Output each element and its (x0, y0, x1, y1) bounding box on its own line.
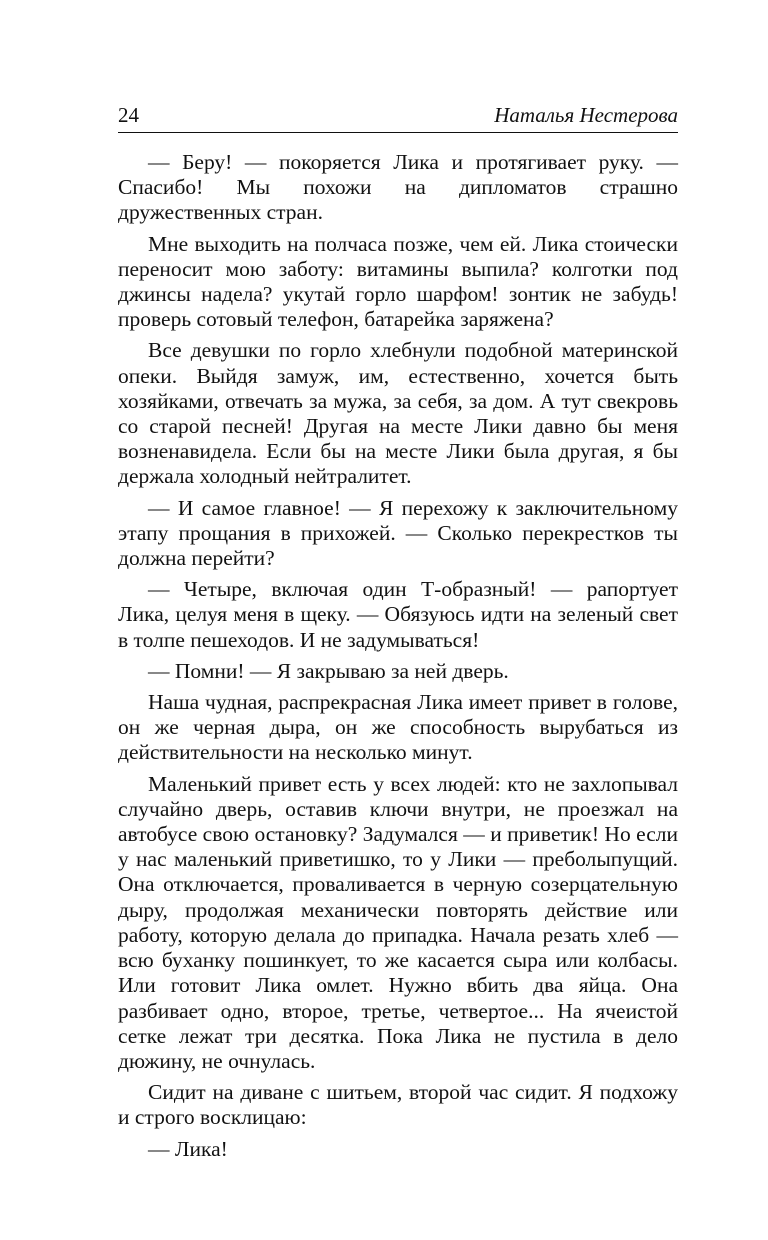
paragraph: — Помни! — Я закрываю за ней дверь. (148, 658, 509, 683)
body-text (118, 150, 678, 1162)
running-head-author: Наталья Нестерова (494, 103, 678, 127)
paragraph: — Четыре, включая один Т-образный! — рапортует Лика, целуя меня в щеку. — Обязуюсь идти на зеленый свет в толпе пешеходов. И не задумываться! (118, 577, 678, 652)
paragraph: — И самое главное! — Я перехожу к заключительному этапу прощания в прихожей. — Сколько перекрестков ты должна перейти? (118, 495, 678, 571)
paragraph: Сидит на диване с шитьем, второй час сидит. Я подхожу и строго восклицаю: (118, 1080, 678, 1130)
book-page (118, 100, 678, 1168)
paragraph: — Лика! (148, 1136, 228, 1161)
paragraph: Наша чудная, распрекрасная Лика имеет привет в голове, он же черная дыра, он же способность вырубаться из действительности на несколько минут. (118, 690, 678, 765)
paragraph: Все девушки по горло хлебнули подобной материнской опеки. Выйдя замуж, им, естественно, хочется быть хозяйками, отвечать за мужа, за себя, за дом. А тут свекровь со старой песней! Другая на месте Лики давно бы меня возненавидела. Если бы на месте Лики была другая, я бы держала холодный нейтралитет. (118, 338, 678, 489)
paragraph: Мне выходить на полчаса позже, чем ей. Лика стоически переносит мою заботу: витамины выпила? колготки под джинсы надела? укутай горло шарфом! зонтик не забудь! проверь сотовый телефон, батарейка заряжена? (118, 231, 678, 332)
paragraph: — Беру! — покоряется Лика и протягивает руку. — Спасибо! Мы похожи на дипломатов страшно дружественных стран. (118, 150, 678, 225)
page-number: 24 (118, 103, 139, 127)
running-head (118, 100, 678, 133)
paragraph: Маленький привет есть у всех людей: кто не захлопывал случайно дверь, оставив ключи внутри, не проезжал на автобусе свою остановку? Задумался — и приветик! Но если у нас маленький приветишко, то у Лики — преболыпущий. Она отключается, проваливается в черную созерцательную дыру, продолжая механически повторять действие или работу, которую делала до припадка. Начала резать хлеб — всю буханку пошинкует, то же касается сыра или колбасы. Или готовит Лика омлет. Нужно вбить два яйца. Она разбивает одно, второе, третье, четвертое... На ячеистой сетке лежат три десятка. Пока Лика не пустила в дело дюжину, не очнулась. (118, 771, 678, 1073)
